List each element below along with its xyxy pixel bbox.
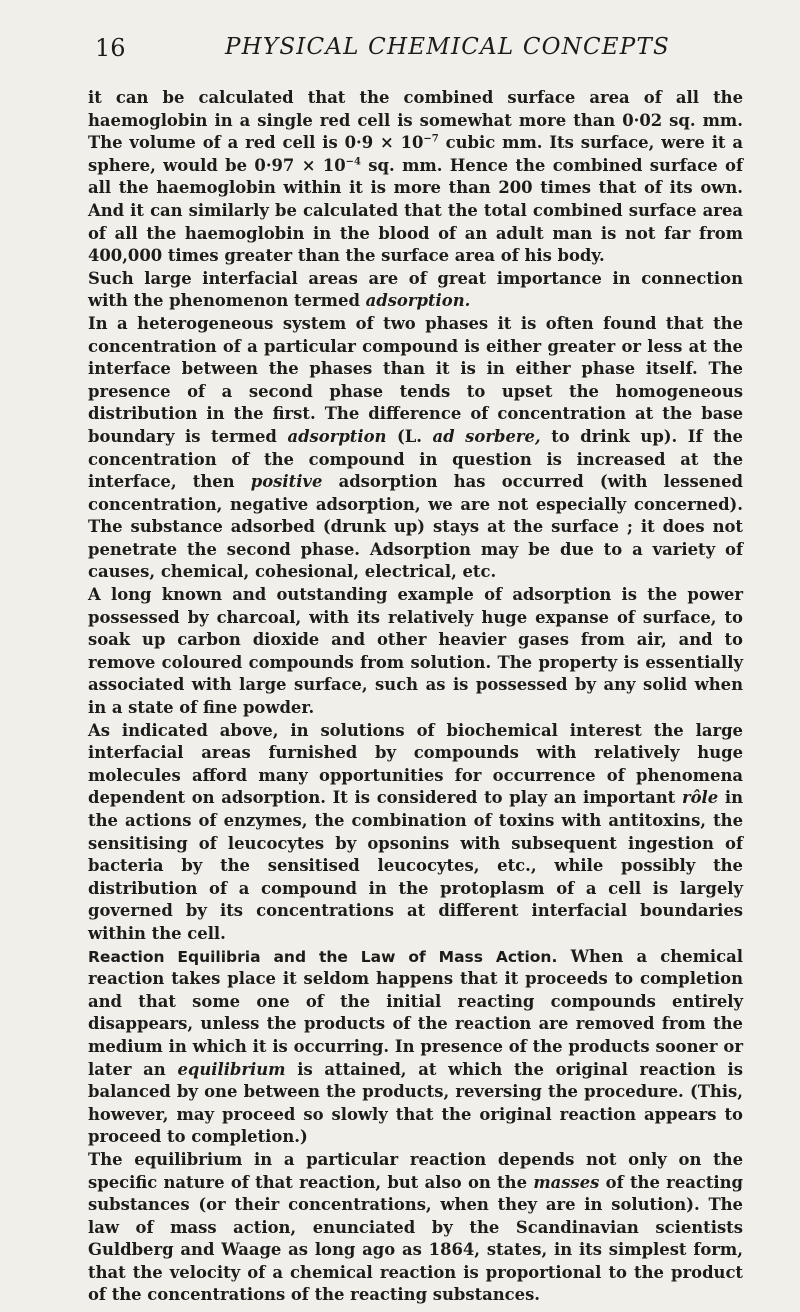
body-text: [88, 87, 743, 1307]
paragraph-biochemical-interest: [88, 720, 743, 946]
paragraph-charcoal-example: [88, 584, 743, 720]
emphasis: masses: [533, 1172, 600, 1192]
text-run: cubic mm. Its surface, were it a sphere, would be 0·97 × 10: [88, 133, 743, 175]
page-number: 16: [95, 34, 126, 62]
text-run: As indicated above, in solutions of biochemical interest the large interfacial areas furnished by compounds with relatively huge molecules afford many opportunities for occurrence of phenomena dependent on adsorption. It is considered to play an important: [88, 720, 743, 808]
text-run: adsorption has occurred (with lessened concentration, negative adsorption, we are not especially concerned). The substance adsorbed (drunk up) stays at the surface ; it does not penetrate the second phase. Adsorption may be due to a variety of causes, chemical, cohesional, electrical, etc.: [88, 472, 743, 582]
text-run: to drink up). If the concentration of the compound in question is increased at the interface, then: [88, 426, 743, 492]
paragraph-adsorption-definition: [88, 313, 743, 584]
text-run: A long known and outstanding example of adsorption is the power possessed by charcoal, with its relatively huge expanse of surface, to soak up carbon dioxide and other heavier gases from air, and to remove coloured compounds from solution. The property is essentially associated with large surface, such as is possessed by any solid when in a state of fine powder.: [88, 585, 743, 718]
section-heading: Reaction Equilibria and the Law of Mass Action.: [88, 947, 558, 966]
text-run: is attained, at which the original reaction is balanced by one between the products, reversing the procedure. (This, however, may proceed so slowly that the original reaction appears to proceed to completion.): [88, 1059, 743, 1147]
emphasis: ad sorbere,: [432, 426, 541, 446]
text-run: When a chemical reaction takes place it seldom happens that it proceeds to completion and that some one of the initial reacting compounds entirely disappears, unless the products of the reaction are removed from the medium in which it is occurring. In presence of the products sooner or later an: [88, 946, 743, 1079]
text-run: in the actions of enzymes, the combination of toxins with antitoxins, the sensitising of leucocytes by opsonins with subsequent ingestion of bacteria by the sensitised leucocytes, etc., while possibly the distribution of a compound in the protoplasm of a cell is largely governed by its concentrations at different interfacial boundaries within the cell.: [88, 788, 743, 943]
page-header: [95, 34, 745, 64]
text-run: (L.: [386, 426, 433, 446]
text-run: In a heterogeneous system of two phases it is often found that the concentration of a particular compound is either greater or less at the interface between the phases than it is in either phase itself. The presence of a second phase tends to upset the homogeneous distribution in the first. The difference of concentration at the base boundary is termed: [88, 313, 743, 446]
running-head: PHYSICAL CHEMICAL CONCEPTS: [225, 34, 670, 60]
emphasis: adsorption: [287, 426, 387, 446]
exponent: −7: [423, 133, 439, 145]
text-run: it can be calculated that the combined surface area of all the haemoglobin in a single red cell is somewhat more than 0·02 sq. mm. The volume of a red cell is 0·9 × 10: [88, 88, 743, 153]
exponent: −4: [345, 156, 361, 168]
text-run: The equilibrium in a particular reaction depends not only on the specific nature of that reaction, but also on the: [88, 1149, 743, 1192]
paragraph-mass-action: [88, 1149, 743, 1307]
text-run: Such large interfacial areas are of great importance in connection with the phenomenon termed: [88, 268, 743, 311]
text-run: of the reacting substances (or their concentrations, when they are in solution). The law of mass action, enunciated by the Scandinavian scientists Guldberg and Waage as long ago as 1864, states, in its simplest form, that the velocity of a chemical reaction is proportional to the product of the concentrations of the reacting substances.: [88, 1172, 743, 1305]
paragraph-reaction-equilibria: [88, 946, 743, 1149]
emphasis: rôle: [681, 788, 719, 808]
emphasis: adsorption.: [365, 291, 471, 311]
paragraph-interfacial-areas: [88, 268, 743, 313]
emphasis: equilibrium: [177, 1059, 286, 1079]
text-run: sq. mm. Hence the combined surface of all the haemoglobin within it is more than 200 times that of its own. And it can similarly be calculated that the total combined surface area of all the haemoglobin in the blood of an adult man is not far from 400,000 times greater than the surface area of his body.: [88, 155, 743, 266]
emphasis: positive: [250, 472, 323, 492]
paragraph-surface-area: [88, 87, 743, 268]
